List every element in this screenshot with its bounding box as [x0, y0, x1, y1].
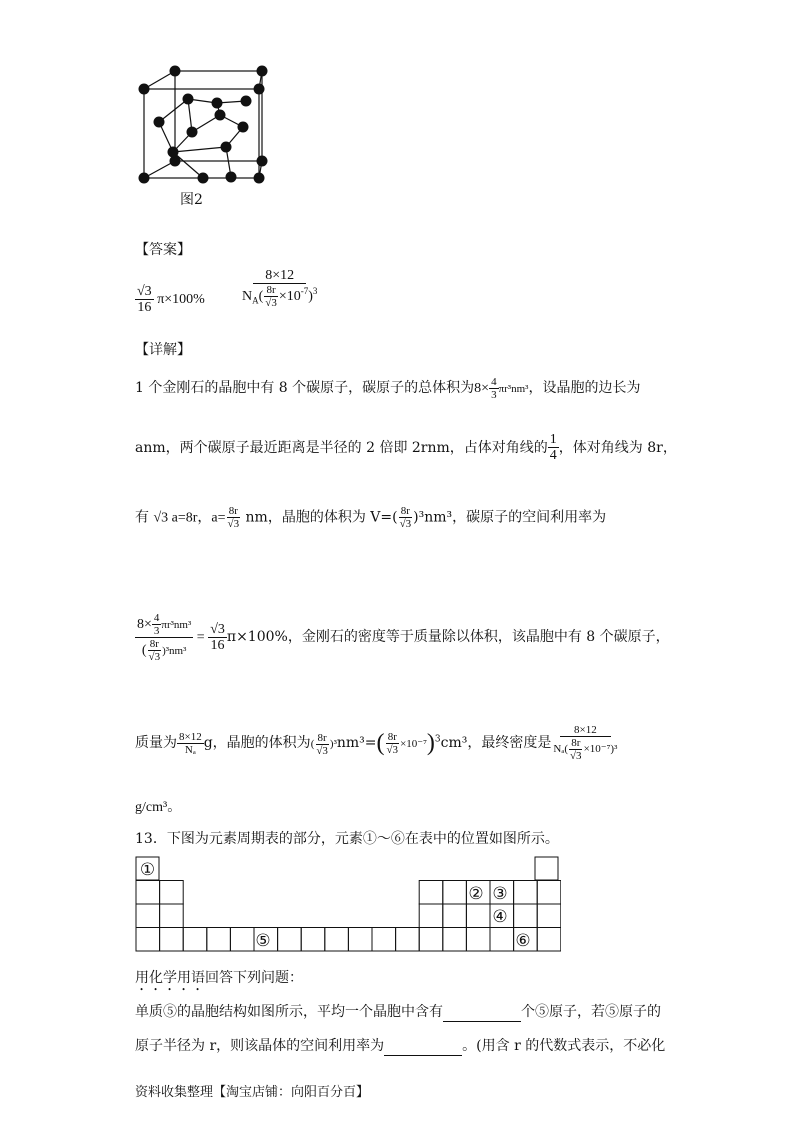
- periodic-cell: [514, 904, 538, 928]
- explain-line-4: 8× $\frac{4}{3}$ πr³nm³ ( $\frac{8r}{√3}$ )³nm³ = $\frac{√3}{16}$ π×100%，金刚石的密度等于质量除以体积，该晶胞中有 8 个碳原子，: [137, 612, 670, 664]
- periodic-cell: [419, 904, 443, 928]
- element-mark-3: ③: [492, 884, 508, 903]
- periodic-cell: [514, 881, 538, 905]
- periodic-cell: [537, 881, 561, 905]
- element-mark-6: ⑥: [515, 931, 531, 950]
- element-mark-2: ②: [468, 884, 484, 903]
- periodic-cell: [136, 904, 160, 928]
- answer-heading: 【答案】: [135, 242, 191, 258]
- periodic-cell: [325, 928, 349, 952]
- periodic-cell: [372, 928, 396, 952]
- explain-line-6: g/cm³。: [135, 800, 182, 815]
- answer-blank-atoms[interactable]: [443, 1007, 521, 1022]
- periodic-cell: [537, 928, 561, 952]
- figure-caption: 图2: [180, 192, 203, 208]
- periodic-cell: [443, 928, 467, 952]
- periodic-cell: [443, 881, 467, 905]
- question-13-prompt: 用化学用语回答下列问题：: [135, 970, 303, 986]
- periodic-cell: [419, 928, 443, 952]
- periodic-cell: [396, 928, 420, 952]
- explain-heading: 【详解】: [135, 342, 191, 358]
- explain-line-3: 有 √3 a=8r，a= $\frac{8r}{√3}$ nm，晶胞的体积为 V=( $\frac{8r}{√3}$ )³nm³，碳原子的空间利用率为: [135, 505, 607, 531]
- periodic-cell: [466, 904, 490, 928]
- answer-1: $\frac{√3}{16}$ π×100%: [137, 284, 205, 316]
- answer-2: 8×12 $N_A$( $\frac{8r}{√3}$ $\times 10^{-7})^3$: [242, 268, 318, 310]
- explain-line-5: 质量为 $\frac{8\times 12}{\text{Nₐ}}$ g，晶胞的体积为( $\frac{8r}{√3}$ )³nm³=( $\frac{8r}{√3}$ ×10⁻⁷)$^3$cm³，最终密度是 8×12 Nₐ( $\frac{8r}{√3}$ ×10⁻⁷)³: [135, 724, 618, 763]
- periodic-cell: [136, 881, 160, 905]
- periodic-cell: [278, 928, 302, 952]
- question-13-line-2: 原子半径为 r，则该晶体的空间利用率为 。(用含 r 的代数式表示，不必化: [135, 1038, 666, 1054]
- question-13-line-1: 单质⑤的晶胞结构如图所示，平均一个晶胞中含有 个⑤原子，若⑤原子的: [135, 1004, 661, 1020]
- periodic-cell: [301, 928, 325, 952]
- element-mark-1: ①: [139, 860, 156, 879]
- periodic-cell: [136, 928, 160, 952]
- question-13-stem: 13．下图为元素周期表的部分，元素①～⑥在表中的位置如图所示。: [135, 831, 559, 847]
- periodic-cell: [183, 928, 207, 952]
- periodic-cell: [466, 928, 490, 952]
- explain-line-1: 1 个金刚石的晶胞中有 8 个碳原子，碳原子的总体积为8× $\frac{4}{3}$ πr³nm³，设晶胞的边长为: [135, 376, 641, 402]
- explain-line-2: anm，两个碳原子最近距离是半径的 2 倍即 2rnm，占体对角线的 $\frac{1}{4}$ ，体对角线为 8r，: [135, 432, 677, 464]
- periodic-cell: [160, 904, 184, 928]
- periodic-cell: [490, 928, 514, 952]
- periodic-cell: [443, 904, 467, 928]
- periodic-cell: [160, 928, 184, 952]
- answer-blank-utilization[interactable]: [384, 1041, 462, 1056]
- periodic-table-figure: [135, 856, 561, 954]
- diamond-unit-cell-figure: [130, 60, 280, 190]
- periodic-cell: [537, 904, 561, 928]
- periodic-cell: [419, 881, 443, 905]
- periodic-cell: [207, 928, 231, 952]
- periodic-cell: [160, 881, 184, 905]
- footer-source: 资料收集整理【淘宝店铺：向阳百分百】: [135, 1085, 370, 1100]
- periodic-cell: [348, 928, 372, 952]
- element-mark-5: ⑤: [255, 931, 271, 950]
- periodic-cell: [230, 928, 254, 952]
- element-mark-4: ④: [492, 907, 508, 926]
